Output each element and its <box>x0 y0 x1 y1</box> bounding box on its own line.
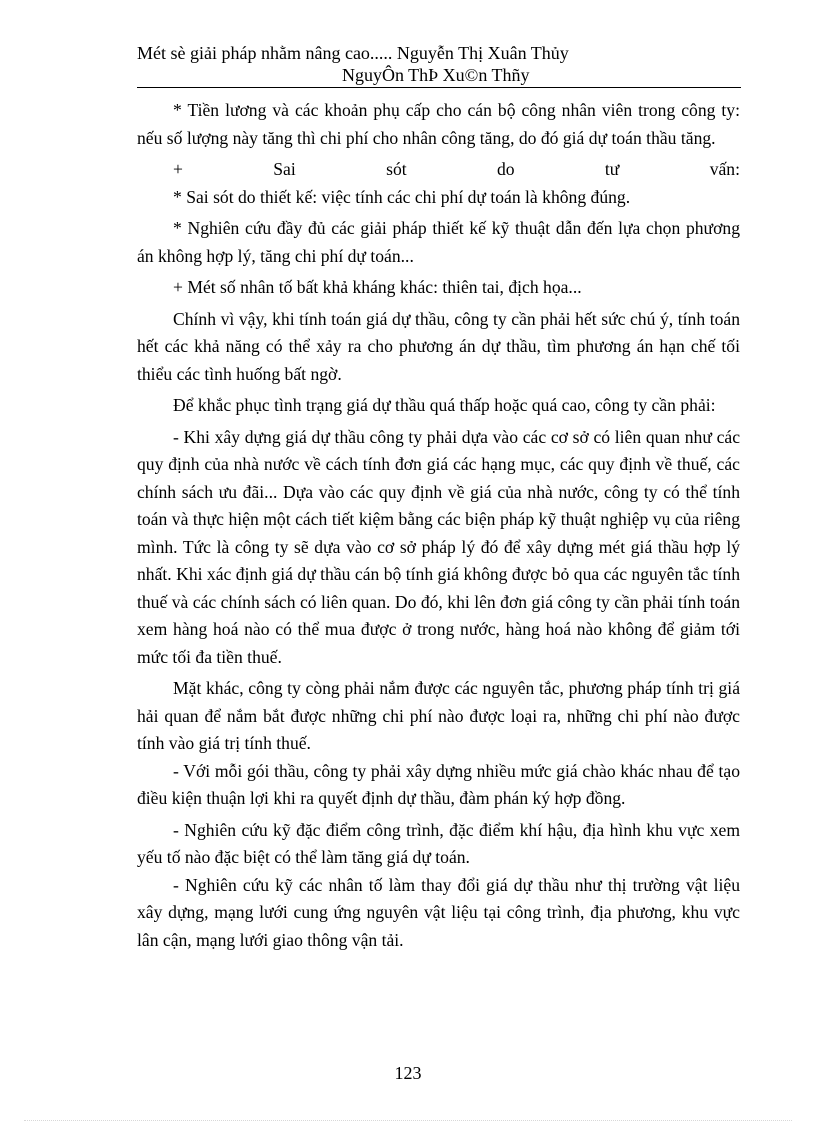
document-body <box>137 93 740 954</box>
paragraph: Để khắc phục tình trạng giá dự thầu quá thấp hoặc quá cao, công ty cần phải: <box>173 395 716 415</box>
paragraph: + Mét số nhân tố bất khả kháng khác: thiên tai, địch họa... <box>173 277 582 297</box>
paragraph: - Với mỗi gói thầu, công ty phải xây dựng nhiều mức giá chào khác nhau để tạo điều kiện thuận lợi khi ra quyết định dự thầu, đàm phán ký hợp đồng. <box>137 760 740 808</box>
header-rule <box>137 87 741 88</box>
header-title: Mét sè giải pháp nhằm nâng cao..... Nguyễn Thị Xuân Thủy <box>137 43 569 63</box>
footer-divider <box>24 1120 792 1121</box>
paragraph: - Khi xây dựng giá dự thầu công ty phải dựa vào các cơ sở có liên quan như các quy định của nhà nước về cách tính đơn giá các hạng mục, các quy định về thuế, các chính sách ưu đãi... Dựa vào các quy định về giá của nhà nước, công ty có thể tính toán và thực hiện một cách tiết kiệm bằng các biện pháp kỹ thuật nghiệp vụ của riêng mình. Tức là công ty sẽ dựa vào cơ sở pháp lý đó để xây dựng mét giá thầu hợp lý nhất. Khi xác định giá dự thầu cán bộ tính giá không được bỏ qua các nguyên tắc tính thuế và các chính sách có liên quan. Do đó, khi lên đơn giá công ty cần phải tính toán xem hàng hoá nào có thể mua được ở trong nước, hàng hoá nào không để giảm tới mức tối đa tiền thuế. <box>137 426 740 667</box>
paragraph: - Nghiên cứu kỹ các nhân tố làm thay đổi giá dự thầu như thị trường vật liệu xây dựng, mạng lưới cung ứng nguyên vật liệu tại công trình, địa phương, khu vực lân cận, mạng lưới giao thông vận tải. <box>137 874 740 950</box>
paragraph: * Nghiên cứu đầy đủ các giải pháp thiết kế kỹ thuật dẫn đến lựa chọn phương án không hợp lý, tăng chi phí dự toán... <box>137 218 740 266</box>
paragraph: * Sai sót do thiết kế: việc tính các chi phí dự toán là không đúng. <box>173 186 631 207</box>
paragraph: Mặt khác, công ty còng phải nắm được các nguyên tắc, phương pháp tính trị giá hải quan để nắm bắt được những chi phí nào được loại ra, những chi phí nào được tính vào giá trị tính thuế. <box>137 678 740 753</box>
paragraph: * Tiền lương và các khoản phụ cấp cho cán bộ công nhân viên trong công ty: nếu số lượng này tăng thì chi phí cho nhân công tăng, do đó giá dự toán thầu tăng. <box>137 100 740 148</box>
page-number: 123 <box>394 1063 422 1083</box>
header-author: NguyÔn ThÞ Xu©n Thñy <box>342 65 530 85</box>
paragraph: Chính vì vậy, khi tính toán giá dự thầu, công ty cần phải hết sức chú ý, tính toán hết các khả năng có thể xảy ra cho phương án dự thầu, tìm phương án hạn chế tối thiểu các tình huống bất ngờ. <box>137 308 740 384</box>
paragraph: - Nghiên cứu kỹ đặc điểm công trình, đặc điểm khí hậu, địa hình khu vực xem yếu tố nào đặc biệt có thể làm tăng giá dự toán. <box>137 819 740 867</box>
paragraph: + Sai sót do tư vấn: <box>173 159 740 179</box>
